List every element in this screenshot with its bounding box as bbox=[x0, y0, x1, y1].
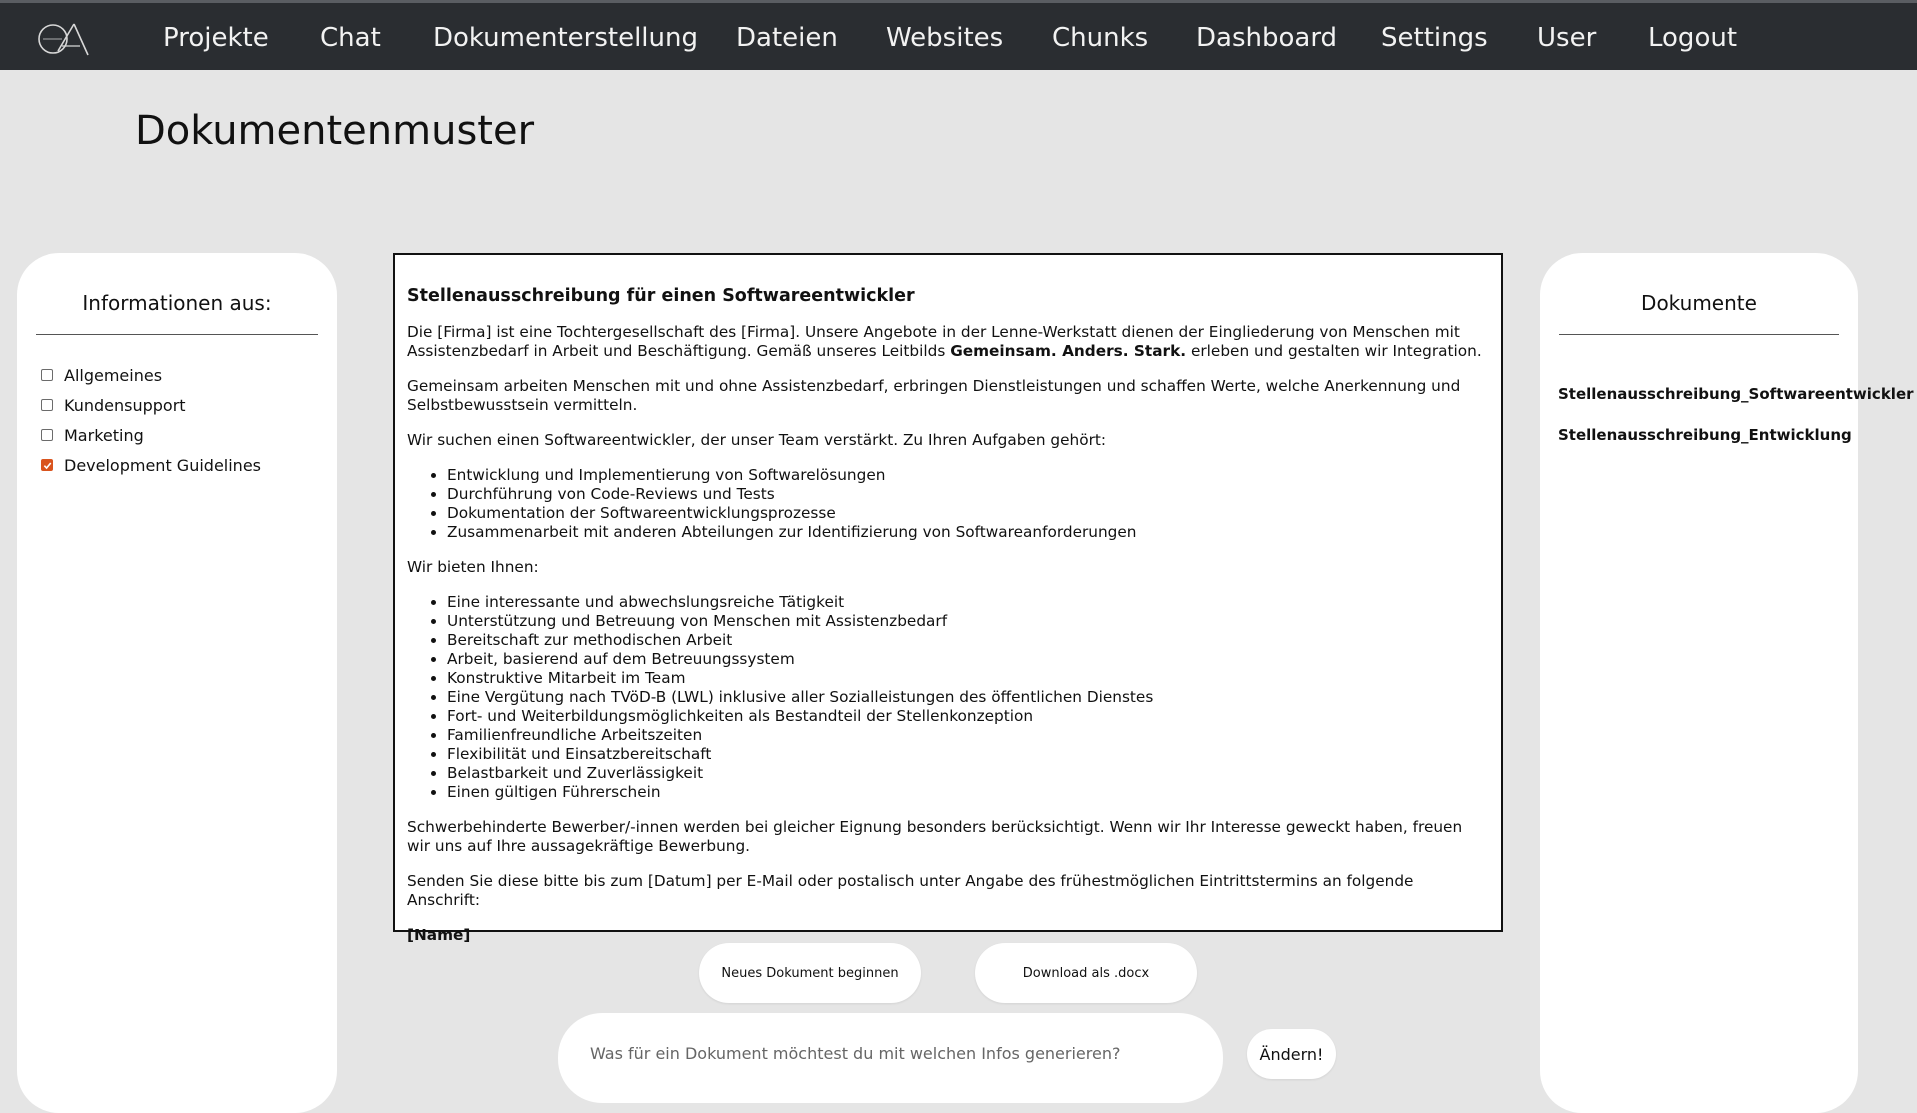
sources-panel bbox=[17, 253, 337, 1113]
nav-projekte[interactable]: Projekte bbox=[163, 23, 269, 53]
list-item: • Unterstützung und Betreuung von Menschen mit Assistenzbedarf bbox=[447, 612, 1489, 631]
document-paragraph: Wir suchen einen Softwareentwickler, der unser Team verstärkt. Zu Ihren Aufgaben gehört: bbox=[407, 431, 1107, 449]
checkbox-development-guidelines[interactable] bbox=[41, 459, 53, 471]
list-item: • Zusammenarbeit mit anderen Abteilungen zur Identifizierung von Softwareanforderungen bbox=[447, 523, 1489, 542]
list-item: • Belastbarkeit und Zuverlässigkeit bbox=[447, 764, 1489, 783]
document-paragraph: Schwerbehinderte Bewerber/-innen werden bei gleicher Eignung besonders berücksichtigt. Wenn wir Ihr Interesse geweckt haben, freuen wir uns auf Ihre aussagekräftige Bewerbung. bbox=[407, 818, 1463, 855]
source-option-allgemeines[interactable] bbox=[41, 364, 162, 386]
list-item: • Arbeit, basierend auf dem Betreuungssystem bbox=[447, 650, 1489, 669]
document-preview[interactable] bbox=[393, 253, 1503, 944]
checkbox-marketing[interactable] bbox=[41, 429, 53, 441]
nav-settings[interactable]: Settings bbox=[1381, 23, 1488, 53]
nav-dashboard[interactable]: Dashboard bbox=[1196, 23, 1338, 53]
document-paragraph: Gemeinsam arbeiten Menschen mit und ohne Assistenzbedarf, erbringen Dienstleistungen und schaffen Werte, welche Anerkennung und Selbstbewusstsein vermitteln. bbox=[407, 377, 1461, 414]
nav-dateien[interactable]: Dateien bbox=[736, 23, 838, 53]
source-label: Marketing bbox=[64, 425, 144, 445]
list-item: • Entwicklung und Implementierung von Softwarelösungen bbox=[447, 466, 1489, 485]
nav-dokumenterstellung[interactable]: Dokumenterstellung bbox=[433, 23, 698, 53]
page-title: Dokumentenmuster bbox=[135, 108, 535, 154]
documents-heading: Dokumente bbox=[1641, 291, 1757, 315]
source-label: Development Guidelines bbox=[64, 455, 261, 475]
prompt-input[interactable] bbox=[558, 1013, 1223, 1103]
download-docx-button[interactable]: Download als .docx bbox=[975, 943, 1197, 1003]
list-item: • Konstruktive Mitarbeit im Team bbox=[447, 669, 1489, 688]
document-title: Stellenausschreibung für einen Softwareentwickler bbox=[407, 286, 915, 306]
nav-websites[interactable]: Websites bbox=[886, 23, 1004, 53]
nav-logout[interactable]: Logout bbox=[1648, 23, 1738, 53]
offer-list bbox=[407, 593, 1489, 802]
checkbox-allgemeines[interactable] bbox=[41, 369, 53, 381]
nav-chat[interactable]: Chat bbox=[320, 23, 381, 53]
nav-user[interactable]: User bbox=[1537, 23, 1597, 53]
checkmark-icon bbox=[43, 461, 52, 470]
list-item: • Familienfreundliche Arbeitszeiten bbox=[447, 726, 1489, 745]
document-signature: [Name] bbox=[407, 926, 471, 944]
nav-chunks[interactable]: Chunks bbox=[1052, 23, 1149, 53]
list-item: • Dokumentation der Softwareentwicklungsprozesse bbox=[447, 504, 1489, 523]
source-label: Kundensupport bbox=[64, 395, 186, 415]
list-item: • Fort- und Weiterbildungsmöglichkeiten als Bestandteil der Stellenkonzeption bbox=[447, 707, 1489, 726]
source-option-kundensupport[interactable] bbox=[41, 394, 186, 416]
source-option-marketing[interactable] bbox=[41, 424, 144, 446]
document-intro: Die [Firma] ist eine Tochtergesellschaft des [Firma]. Unsere Angebote in der Lenne-Werkstatt dienen der Eingliederung von Menschen mit Assistenzbedarf in Arbeit und Beschäftigung. Gemäß unseres Leitbilds Gemeinsam. Anders. Stark. erleben und gestalten wir Integration. bbox=[407, 323, 1482, 360]
list-item: • Bereitschaft zur methodischen Arbeit bbox=[447, 631, 1489, 650]
document-paragraph: Senden Sie diese bitte bis zum [Datum] per E-Mail oder postalisch unter Angabe des frühestmöglichen Eintrittstermins an folgende Anschrift: bbox=[407, 872, 1414, 909]
list-item: • Flexibilität und Einsatzbereitschaft bbox=[447, 745, 1489, 764]
document-link[interactable]: Stellenausschreibung_Softwareentwickler bbox=[1558, 385, 1914, 403]
document-content bbox=[407, 285, 1489, 961]
list-item: • Eine interessante und abwechslungsreiche Tätigkeit bbox=[447, 593, 1489, 612]
list-item: • Eine Vergütung nach TVöD-B (LWL) inklusive aller Sozialleistungen des öffentlichen Dienstes bbox=[447, 688, 1489, 707]
documents-divider bbox=[1559, 334, 1839, 335]
sources-divider bbox=[36, 334, 318, 335]
checkbox-kundensupport[interactable] bbox=[41, 399, 53, 411]
qa-logo-icon[interactable] bbox=[36, 19, 90, 59]
sources-heading: Informationen aus: bbox=[82, 291, 272, 315]
source-label: Allgemeines bbox=[64, 365, 163, 385]
change-button[interactable]: Ändern! bbox=[1247, 1029, 1336, 1079]
top-navbar bbox=[0, 0, 1917, 70]
documents-panel bbox=[1540, 253, 1914, 1113]
new-document-button[interactable]: Neues Dokument beginnen bbox=[699, 943, 921, 1003]
list-item: • Durchführung von Code-Reviews und Tests bbox=[447, 485, 1489, 504]
task-list bbox=[407, 466, 1489, 542]
document-link[interactable]: Stellenausschreibung_Entwicklung bbox=[1558, 426, 1852, 444]
document-paragraph: Wir bieten Ihnen: bbox=[407, 558, 539, 576]
list-item: • Einen gültigen Führerschein bbox=[447, 783, 1489, 802]
source-option-development-guidelines[interactable] bbox=[41, 454, 261, 476]
